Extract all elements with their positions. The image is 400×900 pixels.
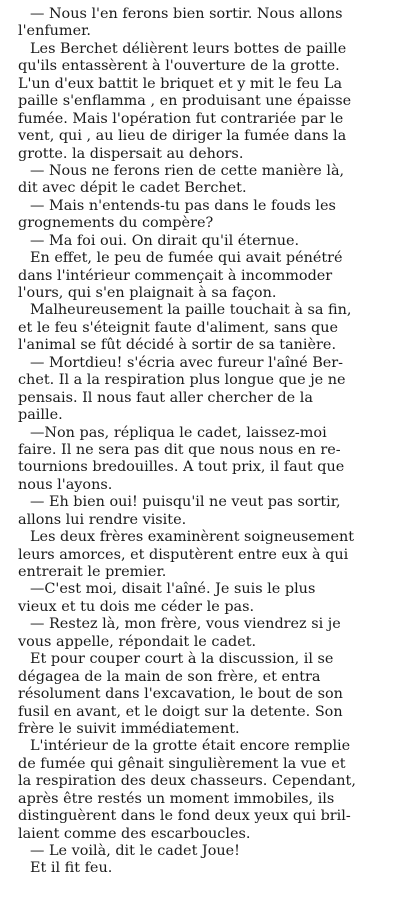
text-line: entrerait le premier. [18,564,167,580]
text-line: allons lui rendre visite. [18,511,187,528]
text-line: chet. Il a la respiration plus longue que je ne [18,372,346,389]
text-line: vous appelle, répondait le cadet. [18,633,257,650]
text-line: En effet, le peu de fumée qui avait pénétré [30,250,343,267]
text-line: dans l'intérieur commençait à incommoder [18,267,333,284]
text-line: — Restez là, mon frère, vous viendrez si je [30,616,341,633]
text-line: Et pour couper court à la discussion, il se [30,651,334,668]
text-line: fumée. Mais l'opération fut contrariée par le [18,110,344,127]
text-line: Les deux frères examinèrent soigneusement [30,529,355,546]
text-line: paille s'enflamma , en produisant une épaisse [18,93,352,110]
text-line: vent, qui , au lieu de diriger la fumée dans la [18,128,347,145]
text-line: Et il fit feu. [30,860,113,877]
text-line: nous l'ayons. [18,476,113,493]
text-line: — Eh bien oui! puisqu'il ne veut pas sortir, [30,494,341,511]
text-line: l'animal se fût décidé à sortir de sa tanière. [18,337,337,354]
text-line: —Non pas, répliqua le cadet, laissez-moi [30,424,327,441]
text-line: fusil en avant, et le doigt sur la detente. Son [18,703,343,720]
text-line: et le feu s'éteignit faute d'aliment, sans que [18,319,339,336]
text-line: Les Berchet délièrent leurs bottes de paille [30,40,347,57]
text-line: après être restés un moment immobiles, ils [18,790,335,807]
text-line: — Mortdieu! s'écria avec fureur l'aîné Ber- [30,354,344,371]
text-line: tournions bredouilles. A tout prix, il faut que [18,459,345,476]
text-line: qu'ils entassèrent à l'ouverture de la grotte. [18,58,340,75]
text-line: — Mais n'entends-tu pas dans le fouds les [30,197,336,214]
text-line: L'un d'eux battit le briquet et y mit le feu La [18,75,343,92]
text-line: la respiration des deux chasseurs. Cependant, [18,773,356,790]
text-line: grognements du compère? [18,215,214,232]
text-line: dit avec dépit le cadet Berchet. [18,180,247,197]
text-line: l'ours, qui s'en plaignait à sa façon. [18,285,277,301]
text-line: leurs amorces, et disputèrent entre eux à qui [18,546,349,563]
text-line: —C'est moi, disait l'aîné. Je suis le plus [30,581,316,598]
text-line: de fumée qui gênait singulièrement la vue et [18,755,346,772]
text-line: résolument dans l'excavation, le bout de son [18,686,343,703]
text-line: faire. Il ne sera pas dit que nous nous en re- [18,441,341,458]
text-line: vieux et tu dois me céder le pas. [18,598,255,615]
text-line: pensais. Il nous faut aller chercher de la [18,389,313,406]
text-line: frère le suivit immédiatement. [18,720,240,737]
text-line: distinguèrent dans le fond deux yeux qui bril- [18,808,351,825]
text-line: dégagea de la main de son frère, et entra [18,668,321,685]
text-line: — Nous ne ferons rien de cette manière là, [30,162,345,179]
newspaper-column [18,6,390,894]
text-line: — Le voilà, dit le cadet Joue! [30,843,240,859]
text-line: — Ma foi oui. On dirait qu'il éternue. [30,232,300,249]
text-line: — Nous l'en ferons bien sortir. Nous allons [30,6,343,22]
text-line: grotte. la dispersait au dehors. [18,145,244,162]
text-line: Malheureusement la paille touchait à sa fin, [30,302,352,319]
text-line: l'enfumer. [18,23,91,40]
text-line: paille. [18,407,63,424]
text-line: laient comme des escarboucles. [18,825,251,842]
text-line: L'intérieur de la grotte était encore remplie [30,738,351,755]
